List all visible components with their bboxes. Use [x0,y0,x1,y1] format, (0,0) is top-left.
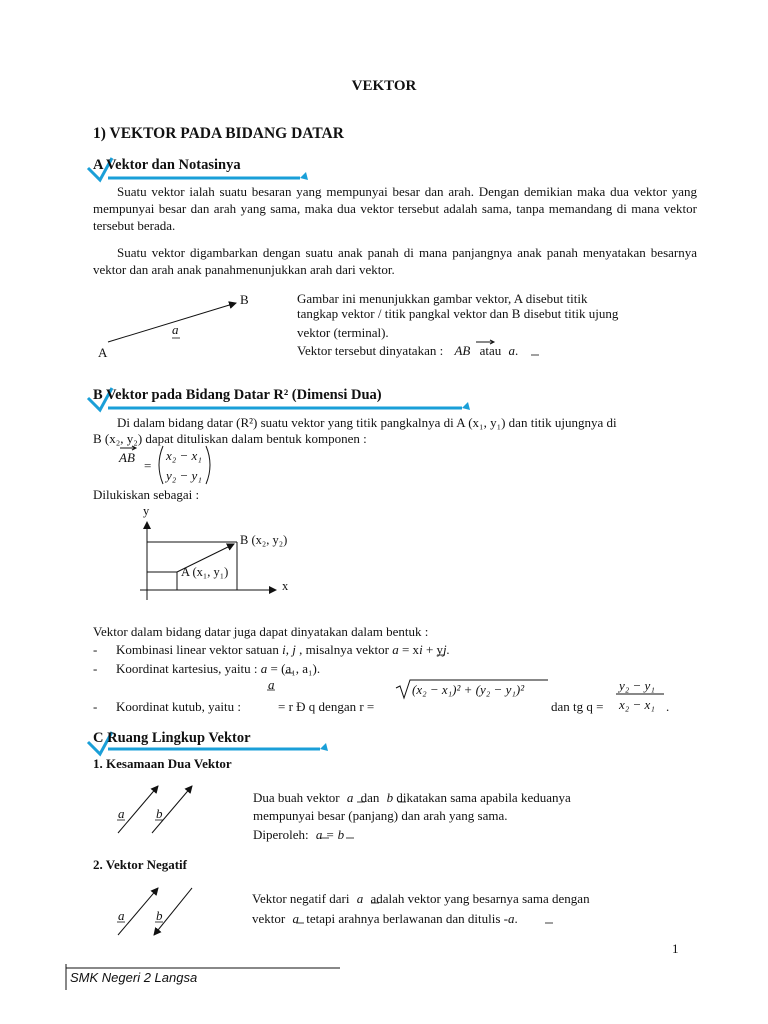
fig-label-a: A [98,345,108,360]
bullet-dash-2: - [93,661,98,676]
eq-l1-va: a [346,790,354,805]
neg-l2-text: vektor [252,911,286,926]
item1-i: i [419,642,423,657]
section-b-para1: Di dalam bidang datar (R²) suatu vektor yang titik pangkalnya di A (x₁, y₁) dan titik ujungnya di [117,415,617,430]
item2-vector: a [260,661,268,676]
vector-ab-notation: AB [454,343,471,358]
bullet-polar: Koordinat kutub, yaitu : [116,699,241,714]
page-number: 1 [672,941,679,956]
vector-desc-text: Vektor tersebut dinyatakan : [297,343,444,358]
item3-vector: a [268,677,275,692]
footer-school: SMK Negeri 2 Langsa [70,970,198,985]
item2-value: = (a₁, a₁). [267,661,321,676]
item2-text: Koordinat kartesius, yaitu : [116,661,261,676]
eq-l1-dan: dan [360,790,380,805]
neg-l2-text2: tetapi arahnya berlawanan dan ditulis - [306,911,508,926]
vector-desc-line2: tangkap vektor / titik pangkal vektor dan B disebut titik ujung [297,306,619,321]
tan-period: . [666,699,670,714]
section-a-heading: A Vektor dan Notasinya [93,157,241,173]
vector-desc-line3: vektor (terminal). [297,325,389,340]
graph-point-a: A (x₁, y₁) [181,565,229,579]
negative-desc-line2 [252,910,518,927]
page-title: VEKTOR [351,78,417,94]
vector-desc-period: . [515,343,519,358]
eq-l1-text2: dikatakan sama apabila keduanya [396,790,571,805]
neg-l2-va: a [292,911,299,926]
sub-heading-negative: 2. Vektor Negatif [93,857,188,872]
section-b-heading: B Vektor pada Bidang Datar R² (Dimensi Dua) [93,387,382,403]
neg-l2-vb: a [508,911,515,926]
item1-plus: + y [422,642,444,657]
item1-vector: a [392,642,399,657]
tan-numerator: y₂ − y₁ [619,678,655,693]
equality-desc-line3 [253,826,344,843]
forms-intro: Vektor dalam bidang datar juga dapat dinyatakan dalam bentuk : [93,624,429,639]
matrix-top: x₂ − x₁ [166,448,202,463]
matrix-equals: = [144,458,152,473]
item1-j: j. [443,642,450,657]
bullet-dash-3: - [93,699,98,714]
vector-desc-line1: Gambar ini menunjukkan gambar vektor, A disebut titik [297,291,588,306]
fig-label-a-vector: a [172,322,179,337]
matrix-lhs: AB [119,450,135,465]
bullet-dash-1: - [93,642,98,657]
item1-ij: i, j [282,642,296,657]
equality-label-a: a [118,806,125,821]
dilukiskan-label: Dilukiskan sebagai : [93,487,200,502]
section-c-heading: C Ruang Lingkup Vektor [93,730,251,746]
item1-text: Kombinasi linear vektor satuan [116,642,283,657]
eq-l3-formula: a = b [315,827,345,842]
negative-label-b: b [156,908,163,923]
neg-l1-va: a [356,891,364,906]
sqrt-content: (x₂ − x₁)² + (y₂ − y₁)² [412,682,525,697]
neg-l1-text: Vektor negatif dari [252,891,350,906]
negative-label-a: a [118,908,125,923]
section-a-para1: Suatu vektor ialah suatu besaran yang mempunyai besar dan arah. Dengan demikian maka dua vektor yang mempunyai besar dan arah yang sama, maka dua vektor tersebut adalah sama, tanpa memandang di mana vektor tersebut berada. [93,184,697,233]
neg-l1-text2: adalah vektor yang besarnya sama dengan [370,891,590,906]
eq-l1-vb: b [386,790,394,805]
bullet-linear-combination [116,641,450,658]
item1-text2: , misalnya vektor [295,642,393,657]
matrix-bottom: y₂ − y₁ [166,468,202,483]
graph-point-b: B (x₂, y₂) [240,533,288,547]
section-b-para2: B (x₂, y₂) dapat dituliskan dalam bentuk komponen : [93,431,367,446]
fig-label-b: B [240,292,249,307]
eq-l1-text: Dua buah vektor [253,790,340,805]
item1-eq: = x [398,642,420,657]
neg-l2-period: . [514,911,518,926]
vector-desc-line4 [297,342,518,359]
tan-label: dan tg q = [551,699,604,714]
eq-l3-text: Diperoleh: [253,827,309,842]
vector-desc-atau: atau [479,343,502,358]
section-1-heading: 1) VEKTOR PADA BIDANG DATAR [93,125,344,142]
equality-label-b: b [156,806,163,821]
equality-desc-line2: mempunyai besar (panjang) dan arah yang sama. [253,808,508,823]
equality-desc-line1 [253,789,571,806]
graph-x-label: x [282,579,289,593]
sub-heading-equality: 1. Kesamaan Dua Vektor [93,756,232,771]
negative-desc-line1 [252,890,590,907]
graph-y-label: y [143,504,150,518]
tan-denominator: x₂ − x₁ [619,697,655,712]
section-a-para2: Suatu vektor digambarkan dengan suatu anak panah di mana panjangnya anak panah menyatakan besarnya vektor dan arah anak panahmenunjukkan arah dari vektor. [93,245,697,277]
bullet-cartesian [116,660,320,677]
polar-formula: = r Ð q dengan r = [278,699,375,714]
vector-a-notation: a [508,343,516,358]
